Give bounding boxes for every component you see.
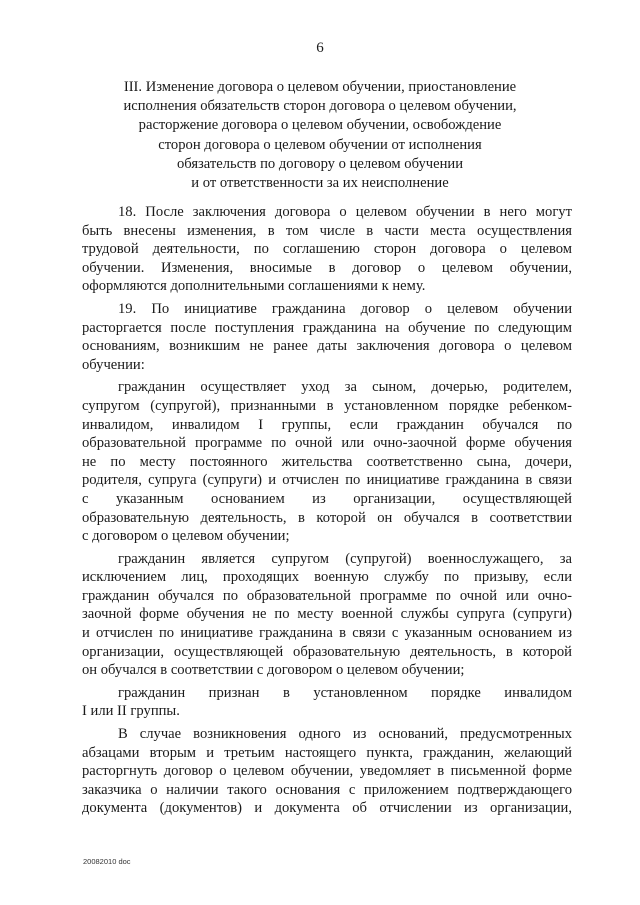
text-line: гражданин осуществляет уход за сыном, дочерью, родителем,	[118, 379, 572, 396]
paragraph-p18	[82, 203, 572, 296]
paragraph-p19-d	[82, 725, 572, 818]
text-line: I или II группы.	[82, 703, 180, 720]
text-line: В случае возникновения одного из оснований, предусмотренных	[118, 726, 572, 743]
text-line: 19. По инициативе гражданина договор о целевом обучении	[118, 300, 572, 317]
text-line: расторгается после поступления гражданина на обучение по следующим	[82, 319, 572, 336]
text-line: быть внесены изменения, в том числе в части места осуществления	[82, 222, 572, 239]
heading-line: и от ответственности за их неисполнение	[191, 175, 449, 192]
paragraph-p19-c	[82, 684, 572, 721]
text-line: организации, осуществляющей образовательную деятельность, в которой	[82, 643, 572, 660]
text-line: с указанным основанием из организации, осуществляющей	[82, 490, 572, 507]
text-line: гражданин признан в установленном порядке инвалидом	[118, 684, 572, 701]
paragraph-p19	[82, 300, 572, 374]
text-line: расторгнуть договор о целевом обучении, уведомляет в письменной форме	[82, 763, 572, 780]
text-line: обучении:	[82, 356, 145, 373]
text-line: не по месту постоянного жительства соответственно сына, дочери,	[82, 453, 572, 470]
text-line: основаниям, возникшим не ранее даты заключения договора о целевом	[82, 338, 572, 355]
text-line: трудовой деятельности, по соглашению сторон договора о целевом	[82, 241, 572, 258]
heading-line: расторжение договора о целевом обучении, освобождение	[138, 117, 502, 134]
text-line: оформляются дополнительными соглашениями к нему.	[82, 278, 426, 295]
text-line: образовательную деятельность, в которой он обучался в соответствии	[82, 509, 572, 526]
heading-line: обязательств по договору о целевом обучении	[176, 155, 464, 172]
text-line: с договором о целевом обучении;	[82, 528, 290, 545]
text-line: заочной форме обучения не по месту военной службы супруга (супруги)	[82, 606, 572, 623]
page-number: 6	[316, 40, 324, 56]
text-line: родителя, супруга (супруги) и отчислен по инициативе гражданина в связи	[82, 472, 572, 489]
text-line: инвалидом, инвалидом I группы, если гражданин обучался по	[82, 416, 572, 433]
footer-filename: 20082010 doc	[83, 857, 131, 866]
text-line: и отчислен по инициативе гражданина в связи с указанным основанием из	[82, 625, 572, 642]
heading-line: исполнения обязательств сторон договора о целевом обучении,	[123, 98, 517, 115]
text-line: заказчика о наличии такого основания с приложением подтверждающего	[82, 781, 572, 798]
text-line: исключением лиц, проходящих военную службу по призыву, если	[82, 569, 572, 586]
text-line: он обучался в соответствии с договором о целевом обучении;	[82, 662, 465, 679]
text-line: обучении. Изменения, вносимые в договор о целевом обучении,	[82, 259, 572, 276]
text-line: супругом (супругой), признанными в установленном порядке ребенком-	[82, 397, 572, 414]
heading-line: сторон договора о целевом обучении от исполнения	[158, 136, 482, 153]
paragraph-p19-a	[82, 378, 572, 545]
text-line: образовательной программе по очной или очно-заочной форме обучения	[82, 435, 572, 452]
text-line: абзацами вторым и третьим настоящего пункта, гражданин, желающий	[82, 744, 572, 761]
section-heading	[100, 78, 540, 193]
text-line: гражданин обучался по образовательной программе по очной или очно-	[82, 587, 572, 604]
heading-line: III. Изменение договора о целевом обучении, приостановление	[123, 79, 517, 95]
text-line: 18. После заключения договора о целевом обучении в него могут	[118, 204, 572, 220]
text-line: документа (документов) и документа об отчислении из организации,	[82, 800, 572, 817]
paragraph-p19-b	[82, 550, 572, 680]
document-body	[82, 203, 572, 818]
text-line: гражданин является супругом (супругой) военнослужащего, за	[118, 550, 572, 567]
